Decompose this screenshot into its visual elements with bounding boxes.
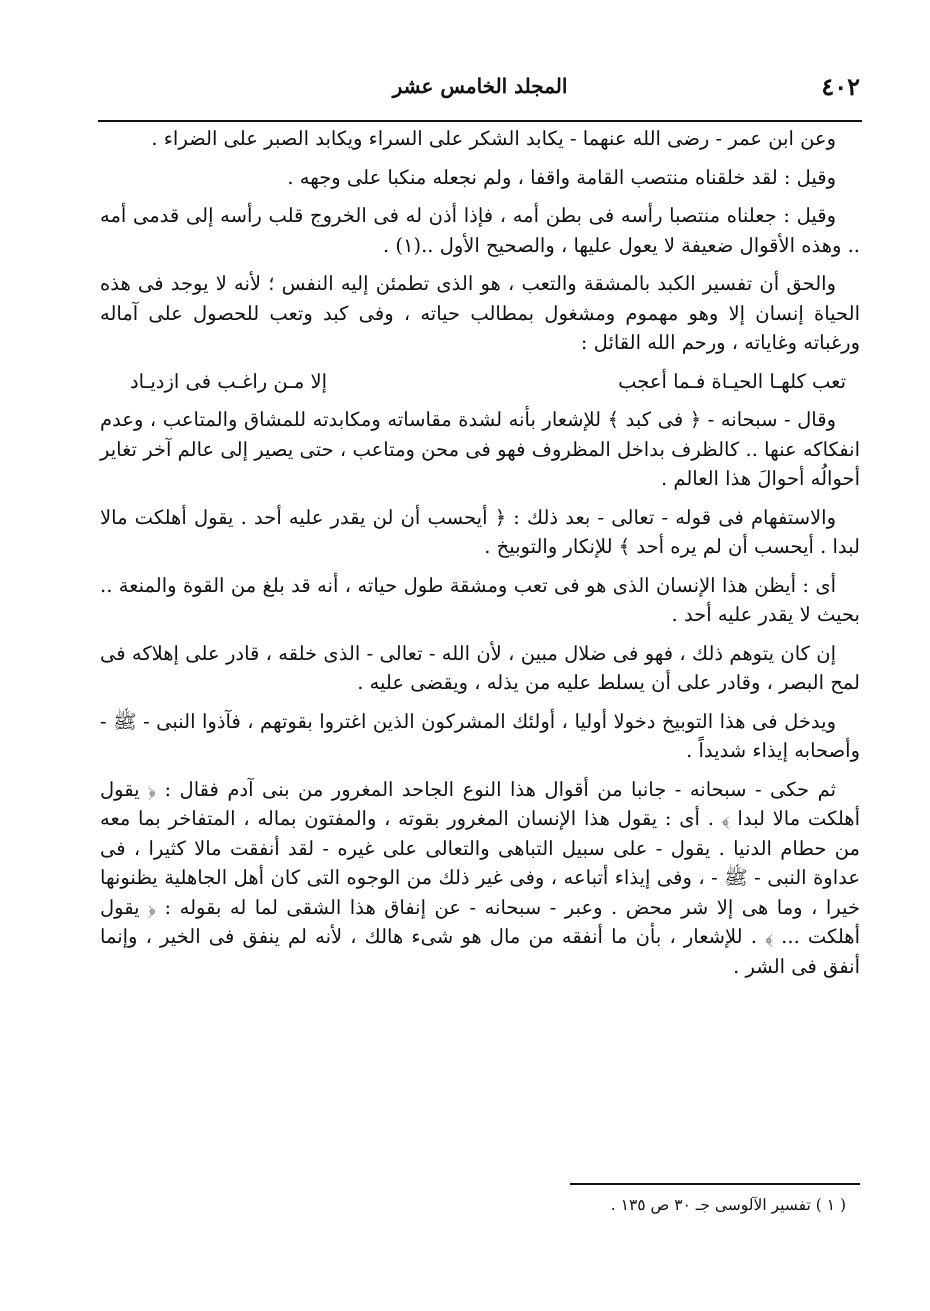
header-rule	[98, 120, 862, 122]
paragraph: وعن ابن عمر - رضى الله عنهما - يكابد الشكر على السراء ويكابد الصبر على الضراء .	[151, 127, 836, 150]
paragraph: ويدخل فى هذا التوبيخ دخولا أوليا ، أولئك المشركون الذين اغتروا بقوتهم ، فآذوا النبى - ﷺ - وأصحابه إيذاء شديداً .	[100, 709, 860, 762]
paragraph: إن كان يتوهم ذلك ، فهو فى ضلال مبين ، لأن الله - تعالى - الذى خلقه ، قادر على إهلاكه فى لمح البصر ، وقادر على أن يسلط عليه من يذله ، ويقضى عليه .	[100, 641, 860, 694]
page-header	[100, 72, 860, 108]
page-number: ٤٠٢	[821, 72, 860, 101]
paragraph: وقيل : لقد خلقناه منتصب القامة واقفا ، ولم نجعله منكبا على وجهه .	[287, 165, 836, 189]
paragraph: ثم حكى - سبحانه - جانبا من أقوال هذا النوع الجاحد المغرور من بنى آدم فقال : ﴿ يقول أهلكت مالا لبدا ﴾ . أى : يقول هذا الإنسان المغرور بقوته ، والمفتون بماله ، المتفاخر بما معه من حطام الدنيا . يقول - على سبيل التباهى والتعالى على غيره - لقد أنفقت مالا كثيرا ، فى عداوة النبى - ﷺ - ، وفى إيذاء أتباعه ، وفى غير ذلك من الوجوه التى كان أهل الجاهلية يظنونها خيرا ، وما هى إلا شر محض . وعبر - سبحانه - عن إنفاق هذا الشقى لما له بقوله : ﴿ يقول أهلكت ... ﴾ . للإشعار ، بأن ما أنفقه من مال هو شىء هالك ، لأنه لم ينفق فى الخير ، وإنما أنفق فى الشر .	[100, 777, 860, 978]
paragraph: والاستفهام فى قوله - تعالى - بعد ذلك : ﴿ أيحسب أن لن يقدر عليه أحد . يقول أهلكت مالا لبدا . أيحسب أن لم يره أحد ﴾ للإنكار والتوبيخ .	[100, 505, 860, 558]
footnote-rule	[570, 1183, 860, 1185]
page-body	[100, 124, 860, 990]
footnote: ( ١ ) تفسير الآلوسى جـ ٣٠ ص ١٣٥ .	[610, 1196, 846, 1214]
paragraph: أى : أيظن هذا الإنسان الذى هو فى تعب ومشقة طول حياته ، أنه قد بلغ من القوة والمنعة .. بحيث لا يقدر عليه أحد .	[100, 573, 860, 626]
paragraph: وقال - سبحانه - ﴿ فى كبد ﴾ للإشعار بأنه لشدة مقاساته ومكابدته للمشاق والمتاعب ، وعدم انفكاكه عنها .. كالظرف بداخل المظروف فهو فى محن ومتاعب ، حتى يصير إلى عالم آخر تغاير أحوالُه أحوالَ هذا العالم .	[100, 408, 860, 490]
running-title: المجلد الخامس عشر	[392, 74, 568, 98]
paragraph: والحق أن تفسير الكبد بالمشقة والتعب ، هو الذى تطمئن إليه النفس ؛ لأنه لا يوجد فى هذه الحياة إنسان إلا وهو مهموم ومشغول بمطالب حياته ، وفى كبد وتعب للحصول على آماله ورغباته وغاياته ، ورحم الله القائل :	[100, 272, 860, 354]
paragraph: وقيل : جعلناه منتصبا رأسه فى بطن أمه ، فإذا أذن له فى الخروج قلب رأسه إلى قدمى أمه .. وهذه الأقوال ضعيفة لا يعول عليها ، والصحيح الأول ..(١) .	[100, 204, 860, 257]
poetry-verse	[100, 367, 860, 397]
verse-first-hemistich: تعب كلهـا الحيـاة فـما أعجب	[618, 369, 846, 393]
verse-second-hemistich: إلا مـن راغـب فى ازديـاد	[130, 369, 328, 393]
